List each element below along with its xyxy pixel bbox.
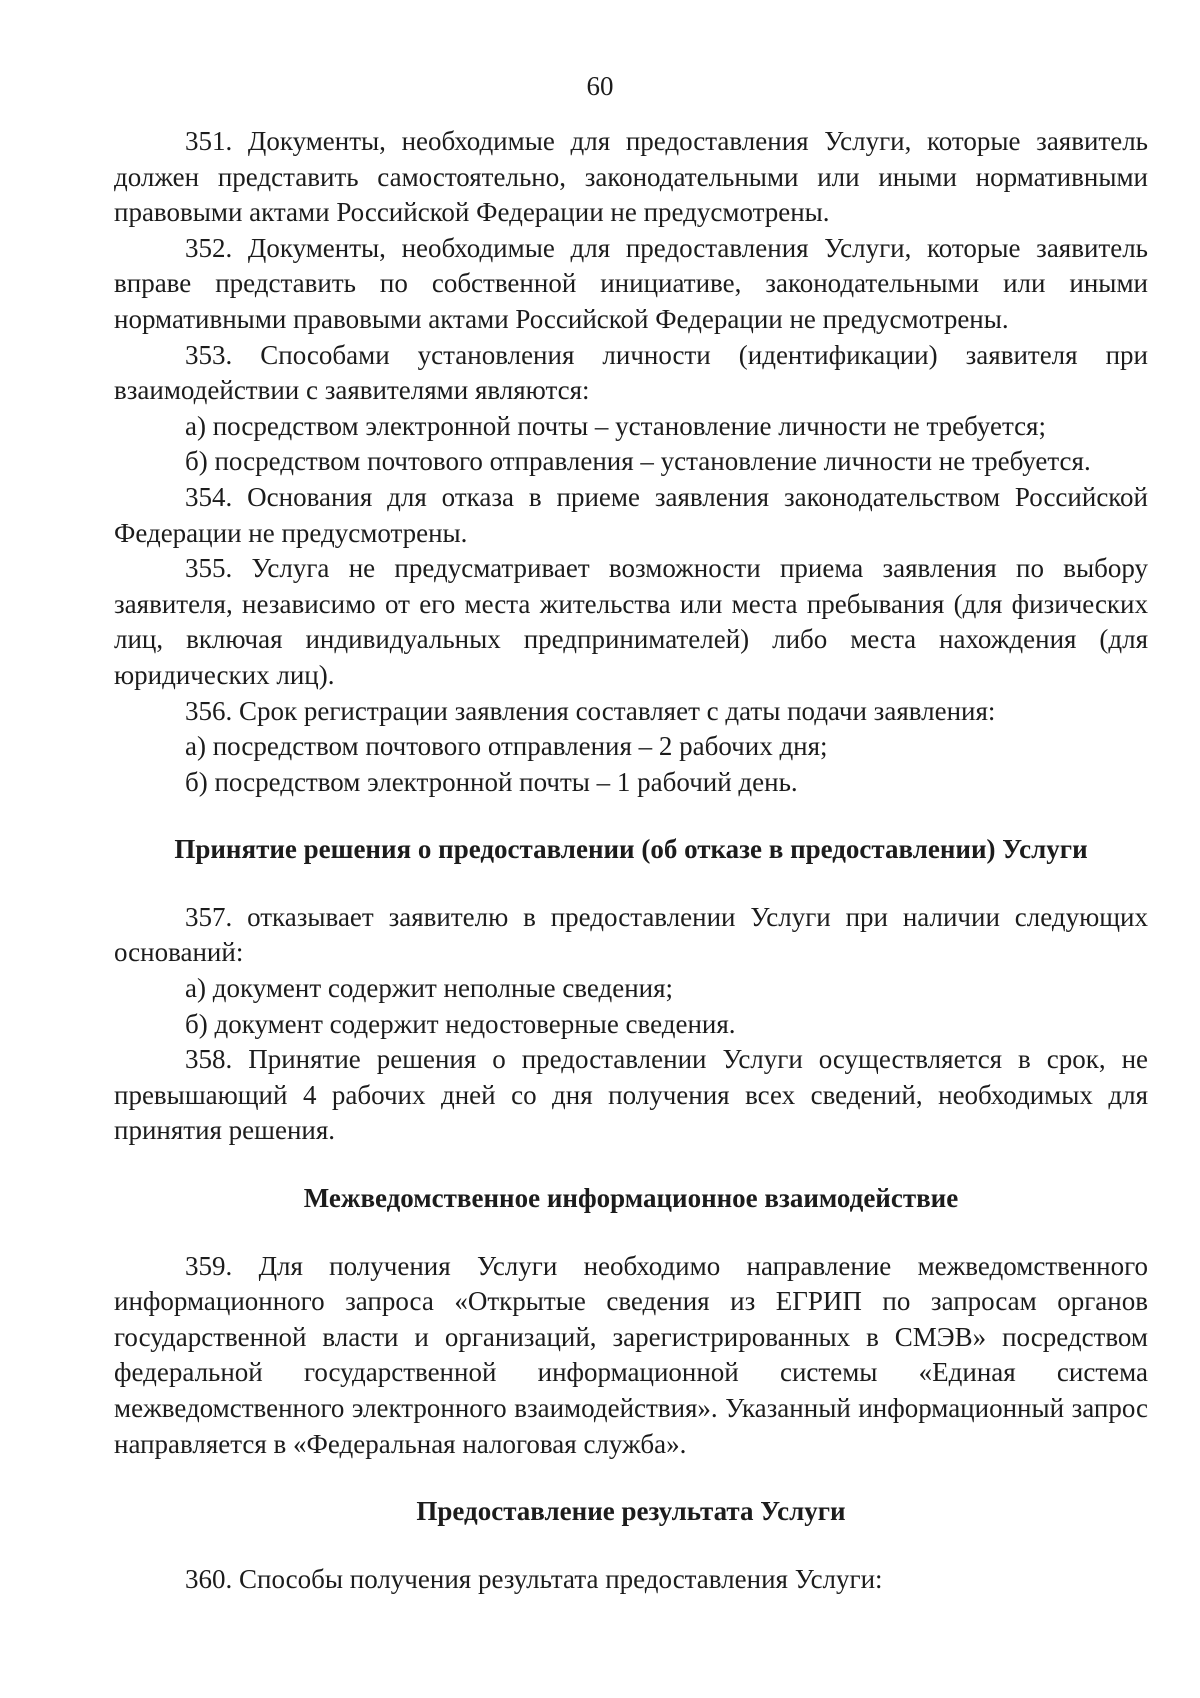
page-number: 60 [586, 71, 614, 101]
paragraph-356: 356. Срок регистрации заявления составляет с даты подачи заявления: [185, 695, 996, 726]
paragraph-359: 359. Для получения Услуги необходимо направление межведомственного информационного запроса «Открытые сведения из ЕГРИП по запросам органов государственной власти и организаций, зарегистрированных в СМЭВ» посредством федеральной государственной информационной системы «Единая система межведомственного электронного взаимодействия». Указанный информационный запрос направляется в «Федеральная налоговая служба». [114, 1250, 1148, 1459]
paragraph-353: 353. Способами установления личности (идентификации) заявителя при взаимодействии с заявителями являются: [114, 339, 1148, 406]
paragraph-357: 357. отказывает заявителю в предоставлении Услуги при наличии следующих оснований: [114, 901, 1148, 968]
paragraph-356-item-b: б) посредством электронной почты – 1 рабочий день. [185, 766, 798, 797]
paragraph-360: 360. Способы получения результата предоставления Услуги: [185, 1563, 883, 1594]
heading-interagency: Межведомственное информационное взаимодействие [303, 1183, 959, 1214]
paragraph-354: 354. Основания для отказа в приеме заявления законодательством Российской Федерации не предусмотрены. [114, 481, 1148, 548]
paragraph-351: 351. Документы, необходимые для предоставления Услуги, которые заявитель должен представить самостоятельно, законодательными или иными нормативными правовыми актами Российской Федерации не предусмотрены. [114, 126, 1148, 228]
paragraph-357-item-a: а) документ содержит неполные сведения; [185, 973, 674, 1004]
heading-result: Предоставление результата Услуги [416, 1496, 846, 1527]
paragraph-355: 355. Услуга не предусматривает возможности приема заявления по выбору заявителя, независимо от его места жительства или места пребывания (для физических лиц, включая индивидуальных предпринимателей) либо места нахождения (для юридических лиц). [114, 553, 1148, 690]
paragraph-353-item-a: а) посредством электронной почты – установление личности не требуется; [185, 410, 1046, 441]
paragraph-353-item-b: б) посредством почтового отправления – установление личности не требуется. [185, 446, 1091, 477]
paragraph-358: 358. Принятие решения о предоставлении Услуги осуществляется в срок, не превышающий 4 рабочих дней со дня получения всех сведений, необходимых для принятия решения. [114, 1044, 1148, 1146]
document-body [114, 124, 1148, 1597]
heading-decision: Принятие решения о предоставлении (об отказе в предоставлении) Услуги [174, 834, 1088, 865]
paragraph-352: 352. Документы, необходимые для предоставления Услуги, которые заявитель вправе представить по собственной инициативе, законодательными или иными нормативными правовыми актами Российской Федерации не предусмотрены. [114, 232, 1148, 334]
paragraph-356-item-a: а) посредством почтового отправления – 2 рабочих дня; [185, 731, 828, 762]
paragraph-357-item-b: б) документ содержит недостоверные сведения. [185, 1008, 736, 1039]
